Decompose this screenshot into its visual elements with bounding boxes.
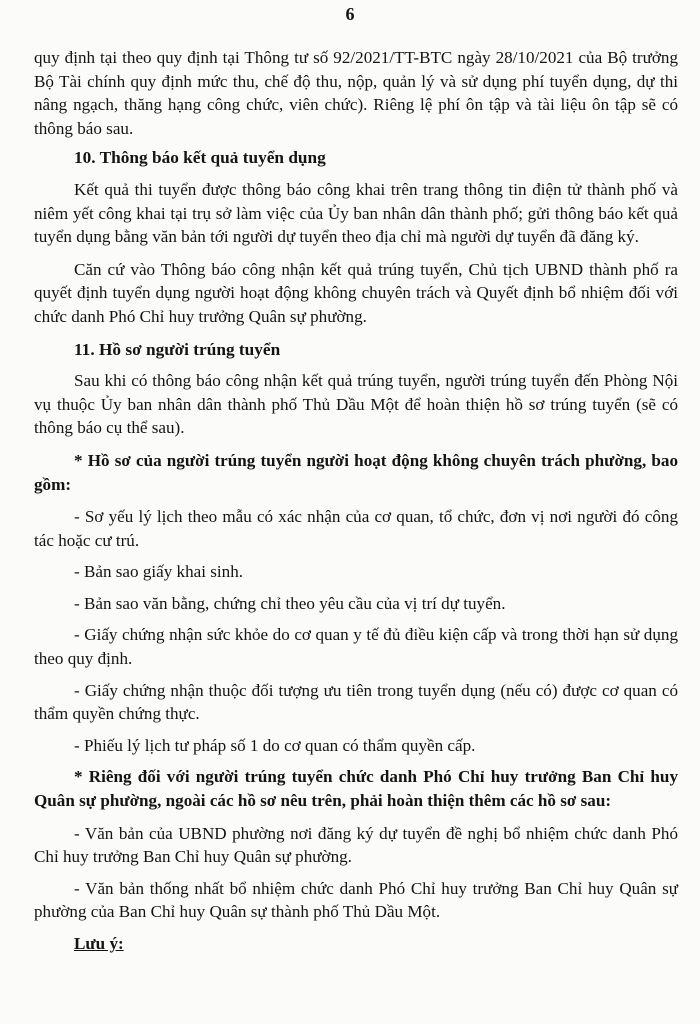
heading-section-11: 11. Hồ sơ người trúng tuyển xyxy=(74,339,281,359)
list-item-diplomas: - Bản sao văn bằng, chứng chỉ theo yêu cầu của vị trí dự tuyển. xyxy=(74,593,506,613)
paragraph-fee-regulation: quy định tại theo quy định tại Thông tư số 92/2021/TT-BTC ngày 28/10/2021 của Bộ trưởng Bộ Tài chính quy định mức thu, chế độ thu, nộp, quản lý và sử dụng phí tuyển dụng, dự thi nâng ngạch, thăng hạng công chức, viên chức). Riêng lệ phí ôn tập và tài liệu ôn tập sẽ có thông báo sau. xyxy=(34,48,678,138)
list-item-resume: - Sơ yếu lý lịch theo mẫu có xác nhận của cơ quan, tổ chức, đơn vị nơi người đó công tác hoặc cư trú. xyxy=(34,507,678,550)
paragraph-result-announcement: Kết quả thi tuyển được thông báo công khai trên trang thông tin điện tử thành phố và niêm yết công khai tại trụ sở làm việc của Ủy ban nhân dân thành phố; gửi thông báo kết quả tuyển dụng bằng văn bản tới người dự tuyển theo địa chỉ mà người dự tuyển đã đăng ký. xyxy=(34,179,678,247)
list-item-judicial-record: - Phiếu lý lịch tư pháp số 1 do cơ quan có thẩm quyền cấp. xyxy=(74,735,476,755)
page-number: 6 xyxy=(345,4,355,24)
document-body xyxy=(34,46,678,965)
paragraph-military-dossier-heading: * Riêng đối với người trúng tuyển chức danh Phó Chỉ huy trưởng Ban Chỉ huy Quân sự phường, ngoài các hồ sơ nêu trên, phải hoàn thiện thêm các hồ sơ sau: xyxy=(34,767,678,811)
heading-section-10: 10. Thông báo kết quả tuyển dụng xyxy=(74,148,326,168)
list-item-birth-certificate: - Bản sao giấy khai sinh. xyxy=(74,562,244,582)
note-label: Lưu ý: xyxy=(74,934,124,953)
list-item-health-certificate: - Giấy chứng nhận sức khỏe do cơ quan y tế đủ điều kiện cấp và trong thời hạn sử dụng theo quy định. xyxy=(34,625,678,669)
paragraph-dossier-completion: Sau khi có thông báo công nhận kết quả trúng tuyển, người trúng tuyển đến Phòng Nội vụ thuộc Ủy ban nhân dân thành phố Thủ Dầu Một để hoàn thiện hồ sơ trúng tuyển (sẽ có thông báo cụ thể sau). xyxy=(34,371,678,438)
list-item-ward-proposal: - Văn bản của UBND phường nơi đăng ký dự tuyển đề nghị bổ nhiệm chức danh Phó Chỉ huy trưởng Ban Chỉ huy Quân sự phường. xyxy=(34,823,678,867)
paragraph-recruitment-decision: Căn cứ vào Thông báo công nhận kết quả trúng tuyển, Chủ tịch UBND thành phố ra quyết định tuyển dụng người hoạt động không chuyên trách và Quyết định bổ nhiệm đối với chức danh Phó Chỉ huy trưởng Quân sự phường. xyxy=(34,259,678,326)
list-item-military-approval: - Văn bản thống nhất bổ nhiệm chức danh Phó Chỉ huy trưởng Ban Chỉ huy Quân sự phường của Ban Chỉ huy Quân sự thành phố Thủ Dầu Một. xyxy=(34,878,678,922)
list-item-priority-certificate: - Giấy chứng nhận thuộc đối tượng ưu tiên trong tuyển dụng (nếu có) được cơ quan có thẩm quyền chứng thực. xyxy=(34,680,678,724)
paragraph-dossier-heading: * Hồ sơ của người trúng tuyển người hoạt động không chuyên trách phường, bao gồm: xyxy=(34,450,678,494)
